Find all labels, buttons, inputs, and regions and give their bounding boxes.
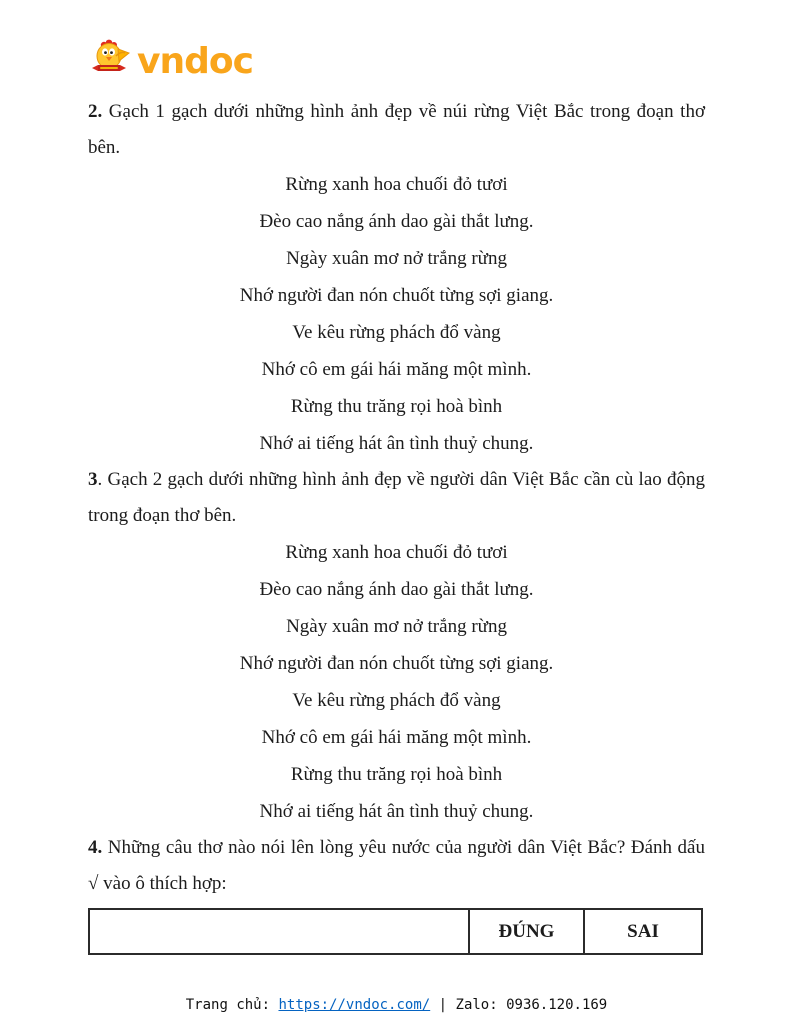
poem-line: Đèo cao nắng ánh dao gài thắt lưng. (259, 579, 534, 600)
brand-wordmark: vndoc (137, 41, 253, 82)
poem-line: Rừng xanh hoa chuối đỏ tươi (285, 542, 508, 563)
question-2-text: Gạch 1 gạch dưới những hình ảnh đẹp về núi rừng Việt Bắc trong đoạn thơ bên. (88, 101, 705, 158)
poem-line: Ve kêu rừng phách đổ vàng (292, 690, 501, 711)
poem-line: Nhớ cô em gái hái măng một mình. (261, 359, 532, 380)
poem-line: Ngày xuân mơ nở trắng rừng (286, 248, 507, 269)
page-footer (88, 997, 705, 1013)
poem-stanza-1 (88, 166, 705, 462)
poem-line: Đèo cao nắng ánh dao gài thắt lưng. (259, 211, 534, 232)
poem-line: Nhớ ai tiếng hát ân tình thuỷ chung. (259, 433, 534, 454)
zalo-contact: Zalo: 0936.120.169 (455, 997, 608, 1013)
vndoc-logo (88, 40, 705, 84)
table-row (89, 909, 702, 954)
poem-line: Nhớ ai tiếng hát ân tình thuỷ chung. (259, 801, 534, 822)
true-false-table (88, 908, 703, 955)
question-3-text: . Gạch 2 gạch dưới những hình ảnh đẹp về người dân Việt Bắc cần cù lao động trong đoạn thơ bên. (88, 469, 705, 526)
question-4 (88, 830, 705, 902)
poem-line: Ve kêu rừng phách đổ vàng (292, 322, 501, 343)
home-label: Trang chủ: (185, 997, 271, 1013)
question-4-number: 4. (88, 837, 103, 858)
question-3 (88, 462, 705, 534)
poem-line: Ngày xuân mơ nở trắng rừng (286, 616, 507, 637)
poem-line: Rừng xanh hoa chuối đỏ tươi (285, 174, 508, 195)
question-3-number: 3 (88, 469, 98, 490)
poem-line: Nhớ người đan nón chuốt từng sợi giang. (239, 285, 554, 306)
footer-divider: | (438, 997, 448, 1013)
dung-header-cell: ĐÚNG (469, 909, 584, 954)
chicken-mascot-icon (88, 38, 134, 87)
home-link[interactable]: https://vndoc.com/ (278, 997, 431, 1013)
poem-line: Nhớ cô em gái hái măng một mình. (261, 727, 532, 748)
poem-stanza-2 (88, 534, 705, 830)
question-4-text: Những câu thơ nào nói lên lòng yêu nước của người dân Việt Bắc? Đánh dấu √ vào ô thích hợp: (88, 837, 705, 894)
sai-header-cell: SAI (584, 909, 702, 954)
poem-line: Rừng thu trăng rọi hoà bình (290, 396, 503, 417)
statement-cell (89, 909, 469, 954)
poem-line: Nhớ người đan nón chuốt từng sợi giang. (239, 653, 554, 674)
question-2-number: 2. (88, 101, 103, 122)
question-2 (88, 94, 705, 166)
poem-line: Rừng thu trăng rọi hoà bình (290, 764, 503, 785)
